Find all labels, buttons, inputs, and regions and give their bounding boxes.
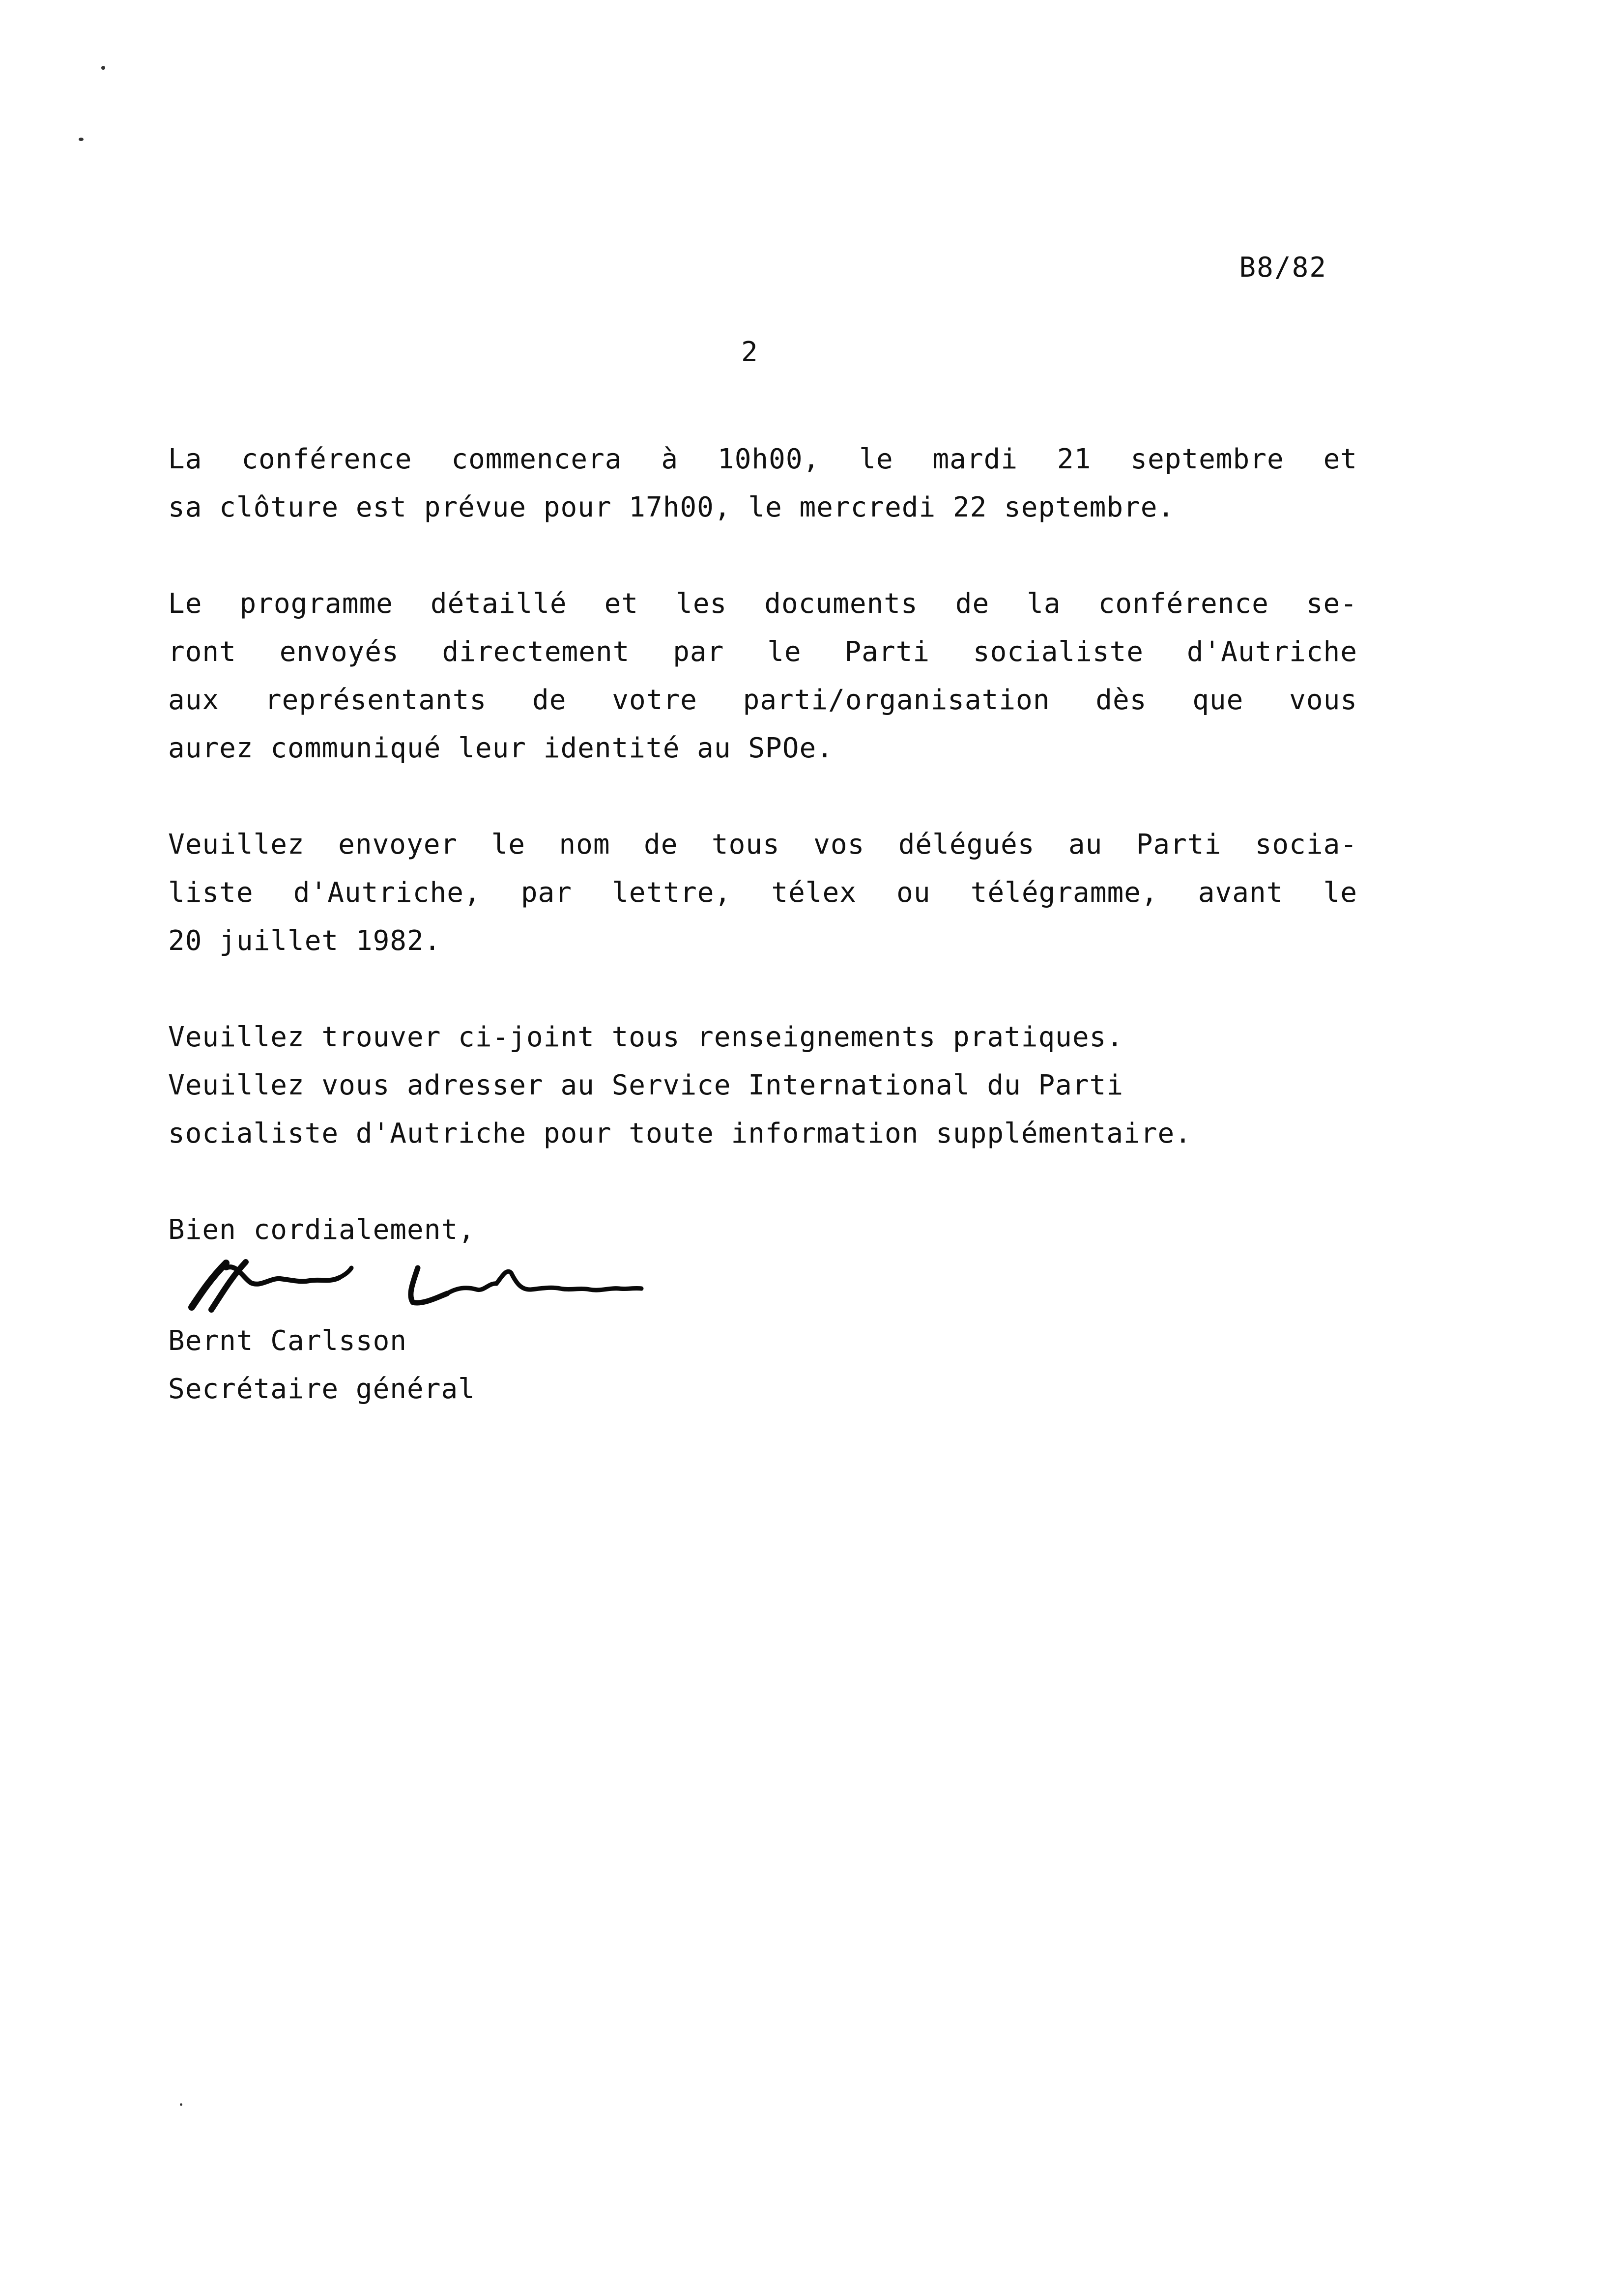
signatory-block [168,1317,475,1413]
text-line: sa clôture est prévue pour 17h00, le mercredi 22 septembre. [168,491,1175,523]
text-line: socialiste d'Autriche pour toute information supplémentaire. [168,1118,1192,1149]
scan-speck [180,2103,182,2106]
paragraph-documents [168,580,1357,773]
signatory-name: Bernt Carlsson [168,1325,407,1357]
signatory-title: Secrétaire général [168,1373,475,1405]
scan-speck [101,66,105,70]
handwritten-signature [182,1248,654,1322]
document-reference: B8/82 [1239,252,1327,284]
text-line: Veuillez vous adresser au Service International du Parti [168,1069,1124,1101]
paragraph-information [168,1013,1357,1158]
closing-salutation: Bien cordialement, [168,1214,475,1246]
letter-body [168,435,1357,1254]
text-line: 20 juillet 1982. [168,925,441,957]
text-line: ront envoyés directement par le Parti socialiste d'Autriche [168,636,1357,668]
text-line: Veuillez envoyer le nom de tous vos délégués au Parti socia- [168,829,1357,861]
text-line: Le programme détaillé et les documents de la conférence se- [168,588,1357,620]
paragraph-schedule [168,435,1357,532]
paragraph-delegates [168,821,1357,965]
scan-speck [79,138,84,141]
text-line: Veuillez trouver ci-joint tous renseignements pratiques. [168,1021,1124,1053]
page-number: 2 [741,336,758,368]
text-line: aux représentants de votre parti/organisation dès que vous [168,684,1357,716]
text-line: liste d'Autriche, par lettre, télex ou télégramme, avant le [168,877,1357,909]
text-line: aurez communiqué leur identité au SPOe. [168,732,834,764]
text-line: La conférence commencera à 10h00, le mardi 21 septembre et [168,443,1357,475]
